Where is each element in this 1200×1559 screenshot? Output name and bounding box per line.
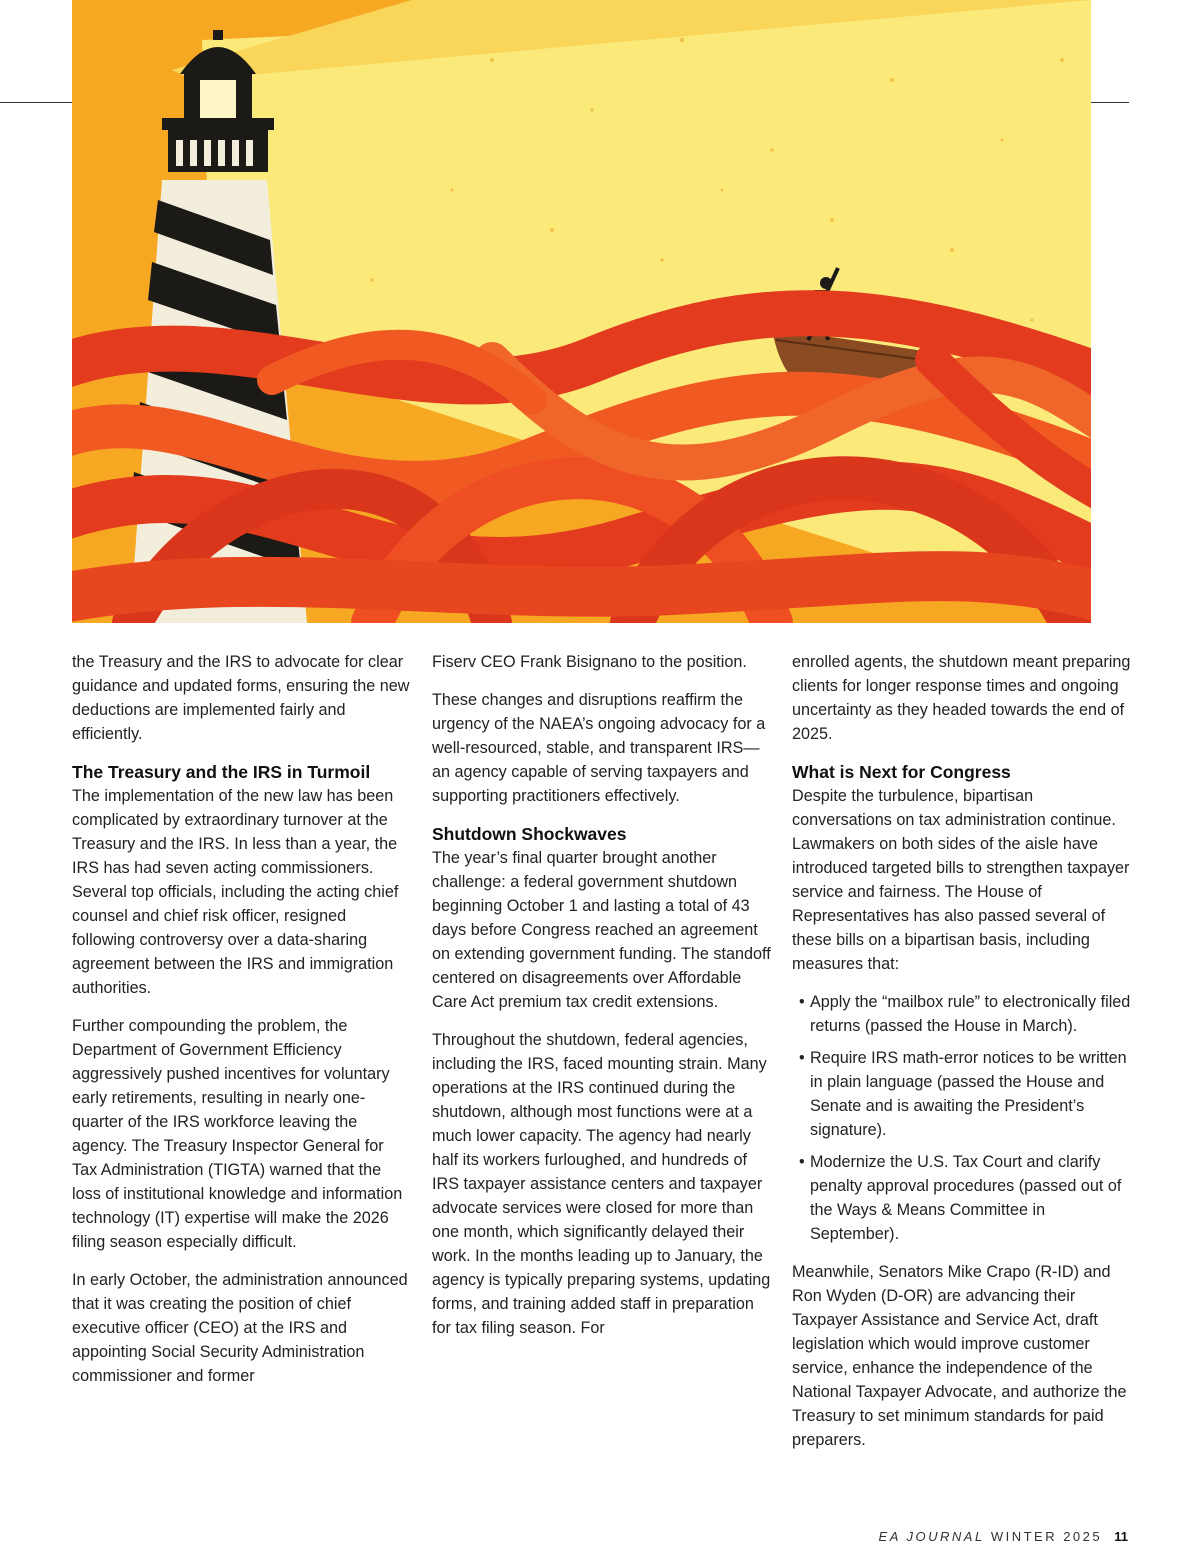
journal-name: EA JOURNAL: [878, 1529, 985, 1544]
col1-paragraph-4: In early October, the administration announced that it was creating the position of chief executive officer (CEO) at the IRS and appointing Social Security Administration commissioner and former: [72, 1271, 408, 1385]
bullet-icon: •: [799, 1049, 805, 1067]
issue-label: WINTER 2025: [990, 1529, 1103, 1544]
column-2: [432, 650, 772, 1354]
col3-paragraph-1: enrolled agents, the shutdown meant preparing clients for longer response times and ongoing uncertainty as they headed towards the end of 2025.: [792, 653, 1131, 743]
bullet-icon: •: [799, 1153, 805, 1171]
column-1: [72, 650, 412, 1402]
list-item: [792, 990, 1137, 1038]
heading-shutdown-shockwaves: Shutdown Shockwaves: [432, 824, 627, 844]
list-item-text: Apply the “mailbox rule” to electronically filed returns (passed the House in March).: [810, 993, 1131, 1035]
col3-paragraph-2: Despite the turbulence, bipartisan conversations on tax administration continue. Lawmakers on both sides of the aisle have introduced targeted bills to strengthen taxpayer service and fairness. The House of Representatives has also passed several of these bills on a bipartisan basis, including measures that:: [792, 787, 1130, 973]
heading-next-for-congress: What is Next for Congress: [792, 762, 1011, 782]
col2-paragraph-1: Fiserv CEO Frank Bisignano to the position.: [432, 653, 747, 671]
heading-treasury-irs-turmoil: The Treasury and the IRS in Turmoil: [72, 762, 371, 782]
page-footer: [879, 1529, 1128, 1544]
measures-list: [792, 990, 1137, 1246]
bullet-icon: •: [799, 993, 805, 1011]
col3-paragraph-3: Meanwhile, Senators Mike Crapo (R-ID) and Ron Wyden (D-OR) are advancing their Taxpayer Assistance and Service Act, draft legislation which would improve customer service, enhance the independence of the National Taxpayer Advocate, and authorize the Treasury to set minimum standards for paid preparers.: [792, 1263, 1127, 1449]
list-item: [792, 1046, 1137, 1142]
col2-paragraph-3: The year’s final quarter brought another challenge: a federal government shutdown beginning October 1 and lasting a total of 43 days before Congress reached an agreement on extending government funding. The standoff centered on disagreements over Affordable Care Act premium tax credit extensions.: [432, 849, 771, 1011]
column-3: [792, 650, 1137, 1466]
lighthouse-lamp: [200, 80, 236, 118]
col2-paragraph-2: These changes and disruptions reaffirm the urgency of the NAEA’s ongoing advocacy for a well-resourced, stable, and transparent IRS—an agency capable of serving taxpayers and supporting practitioners effectively.: [432, 691, 766, 805]
list-item-text: Modernize the U.S. Tax Court and clarify penalty approval procedures (passed out of the Ways & Means Committee in September).: [810, 1153, 1122, 1243]
list-item: [792, 1150, 1137, 1246]
col1-paragraph-2: The implementation of the new law has been complicated by extraordinary turnover at the Treasury and the IRS. In less than a year, the IRS has had seven acting commissioners. Several top officials, including the acting chief counsel and chief risk officer, resigned following controversy over a data-sharing agreement between the IRS and immigration authorities.: [72, 787, 399, 997]
col2-paragraph-4: Throughout the shutdown, federal agencies, including the IRS, faced mounting strain. Many operations at the IRS continued during the shutdown, although most functions were at a much lower capacity. The agency had nearly half its workers furloughed, and hundreds of IRS taxpayer assistance centers and taxpayer advocate services were closed for more than one month, which significantly delayed their work. In the months leading up to January, the agency is typically preparing systems, updating forms, and training added staff in preparation for tax filing season. For: [432, 1031, 771, 1337]
lighthouse-illustration: [72, 0, 1091, 623]
list-item-text: Require IRS math-error notices to be written in plain language (passed the House and Senate and is awaiting the President’s signature).: [810, 1049, 1127, 1139]
page-number: 11: [1114, 1529, 1128, 1544]
col1-paragraph-1: the Treasury and the IRS to advocate for clear guidance and updated forms, ensuring the new deductions are implemented fairly and efficiently.: [72, 653, 410, 743]
header-rule-right: [1090, 102, 1129, 103]
col1-paragraph-3: Further compounding the problem, the Department of Government Efficiency aggressively pushed incentives for voluntary early retirements, resulting in nearly one-quarter of the IRS workforce leaving the agency. The Treasury Inspector General for Tax Administration (TIGTA) warned that the loss of institutional knowledge and information technology (IT) expertise will make the 2026 filing season especially difficult.: [72, 1017, 403, 1251]
header-rule-left: [0, 102, 72, 103]
